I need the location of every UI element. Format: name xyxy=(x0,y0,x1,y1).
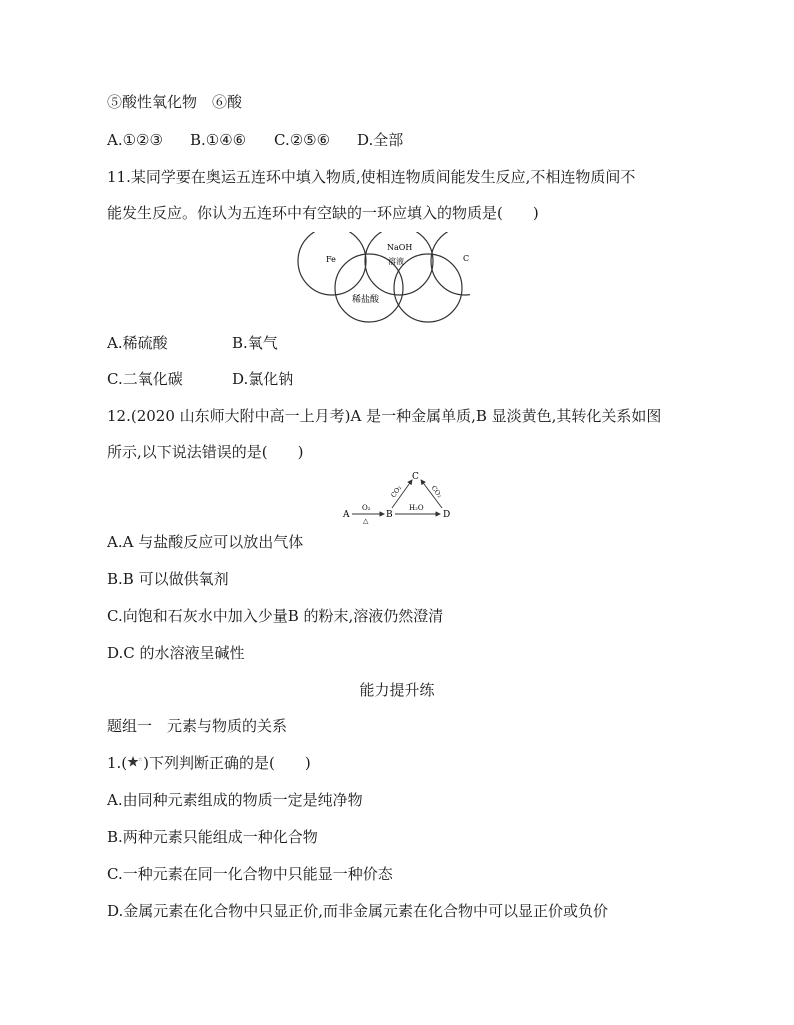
q11-choice-a: A.稀硫酸 xyxy=(107,334,168,352)
q12-stem-line1: 12.(2020 山东师大附中高一上月考)A 是一种金属单质,B 显淡黄色,其转化关系如图 xyxy=(107,407,662,425)
q1-choice-c: C.一种元素在同一化合物中只能显一种价态 xyxy=(107,865,393,883)
ring-label-c: C xyxy=(463,254,470,263)
node-b: B xyxy=(386,510,393,520)
label-h2o: H₂O xyxy=(409,504,424,512)
label-o2: O₂ xyxy=(362,504,371,512)
q10-options-line: ⑤酸性氧化物 ⑥酸 xyxy=(107,93,243,111)
conversion-diagram xyxy=(340,468,455,524)
ring-label-naoh-1: NaOH xyxy=(387,243,413,252)
ring-label-naoh-2: 溶液 xyxy=(388,257,404,266)
node-a: A xyxy=(343,510,350,520)
q1-stem xyxy=(107,753,311,773)
q12-stem-line2: 所示,以下说法错误的是( ) xyxy=(107,443,304,461)
q11-choice-b: B.氧气 xyxy=(232,334,278,352)
ring-c xyxy=(431,232,470,295)
q10-choice-c: C.②⑤⑥ xyxy=(274,131,331,149)
q10-choice-d: D.全部 xyxy=(357,131,404,149)
difficulty-star-icon xyxy=(127,755,143,769)
label-co2-right: CO₂ xyxy=(429,483,444,500)
node-c: C xyxy=(412,472,419,482)
section-title: 能力提升练 xyxy=(359,681,435,699)
label-co2-left: CO₂ xyxy=(389,484,404,500)
q1-choice-a: A.由同种元素组成的物质一定是纯净物 xyxy=(107,791,363,809)
ring-label-hcl: 稀盐酸 xyxy=(352,295,380,305)
q1-stem-prefix: 1.( xyxy=(107,754,128,772)
group-title: 题组一 元素与物质的关系 xyxy=(107,717,288,735)
q12-choice-c: C.向饱和石灰水中加入少量B 的粉末,溶液仍然澄清 xyxy=(107,607,444,625)
q10-choice-b: B.①④⑥ xyxy=(190,131,247,149)
q11-choice-c: C.二氧化碳 xyxy=(107,370,183,388)
svg-text:☆: ☆ xyxy=(138,757,143,763)
q10-choice-a: A.①②③ xyxy=(107,131,163,149)
ring-label-fe: Fe xyxy=(326,255,336,264)
q1-choice-d: D.金属元素在化合物中只显正价,而非金属元素在化合物中可以显正价或负价 xyxy=(107,902,609,920)
q12-choice-a: A.A 与盐酸反应可以放出气体 xyxy=(107,533,304,551)
ring-empty xyxy=(394,254,462,322)
label-heat: △ xyxy=(363,517,369,524)
node-d: D xyxy=(443,510,451,520)
q1-choice-b: B.两种元素只能组成一种化合物 xyxy=(107,828,318,846)
q11-stem-line1: 11.某同学要在奥运五连环中填入物质,使相连物质间能发生反应,不相连物质间不 xyxy=(107,168,636,186)
q12-choice-b: B.B 可以做供氧剂 xyxy=(107,570,229,588)
q12-choice-d: D.C 的水溶液呈碱性 xyxy=(107,644,245,662)
olympic-rings-diagram xyxy=(295,232,470,327)
q11-stem-line2: 能发生反应。你认为五连环中有空缺的一环应填入的物质是( ) xyxy=(107,204,539,222)
q11-choice-d: D.氯化钠 xyxy=(232,370,294,388)
q1-stem-suffix: )下列判断正确的是( ) xyxy=(143,754,311,772)
